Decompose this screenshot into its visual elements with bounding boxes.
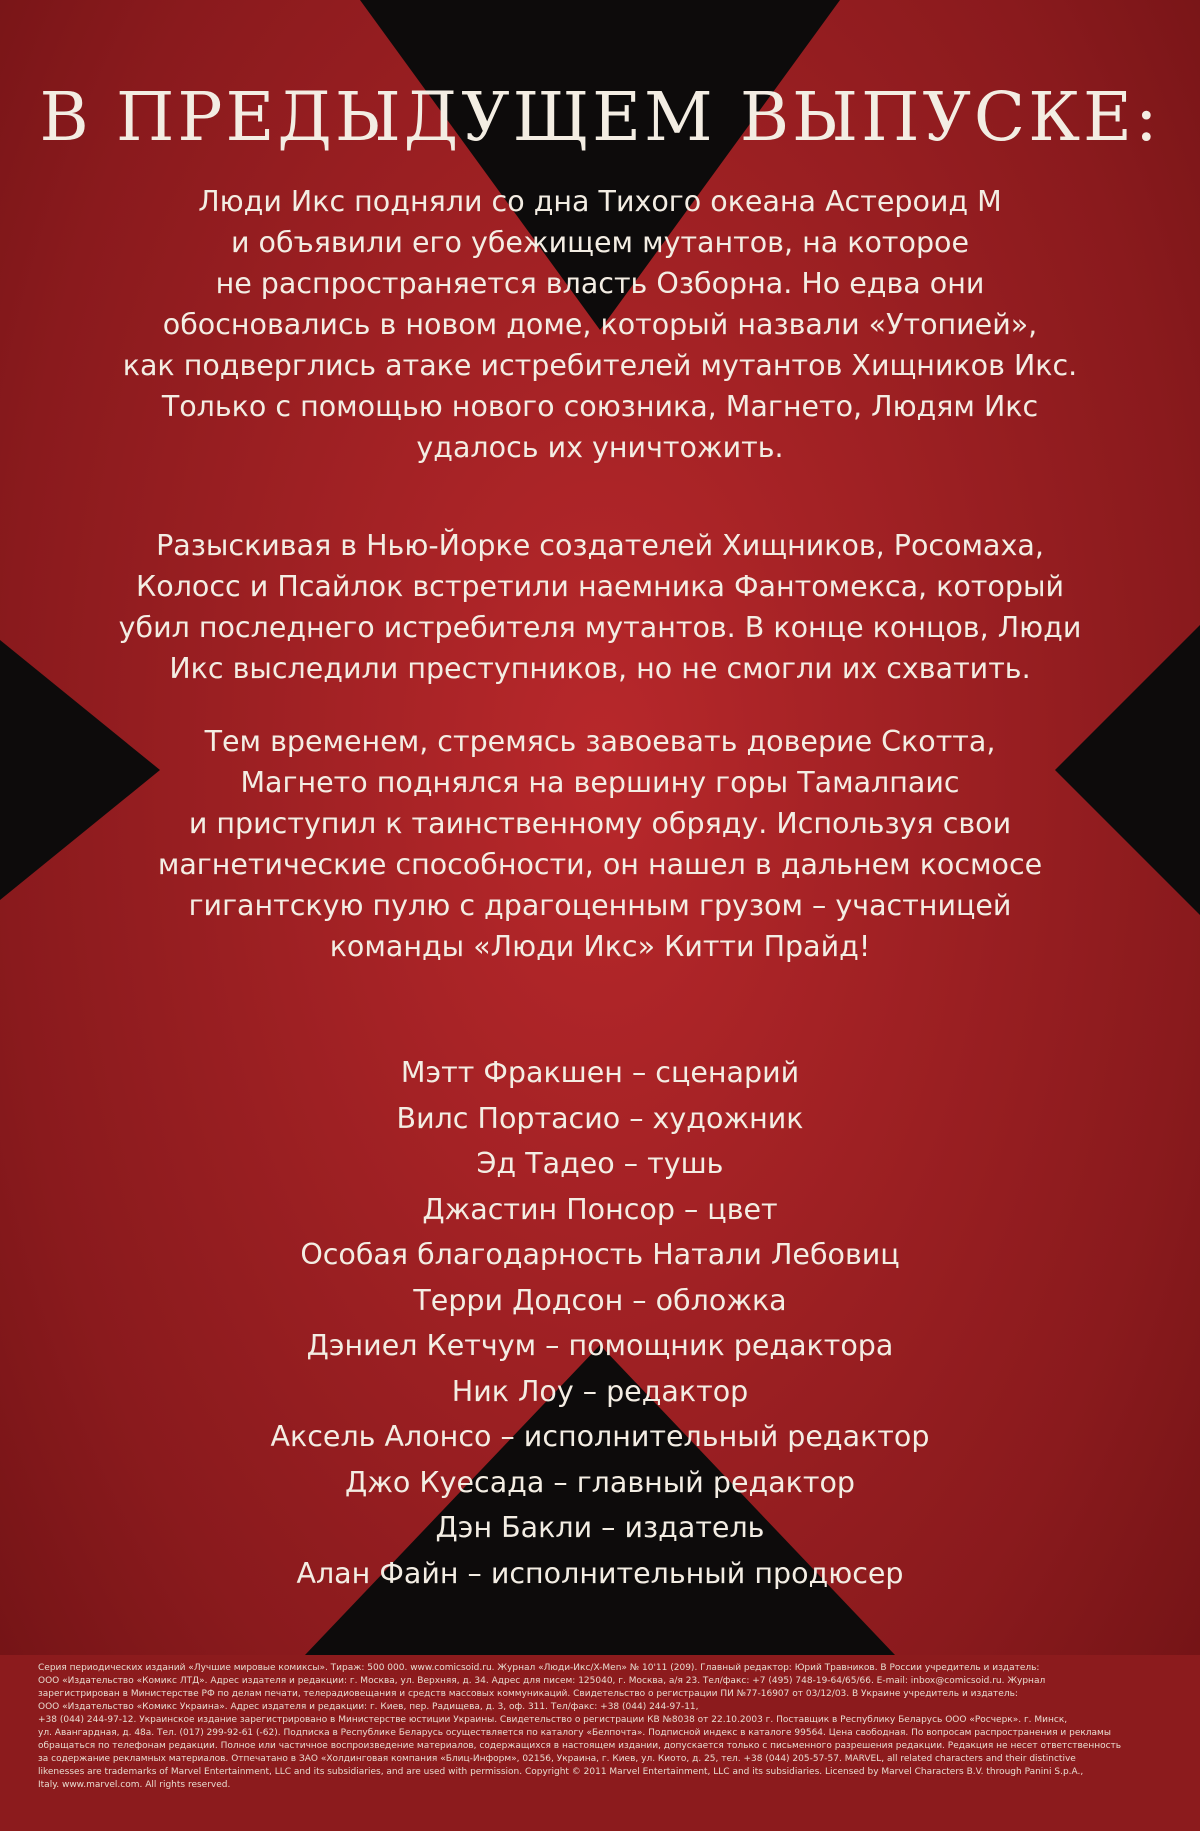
recap-line: обосновались в новом доме, который назвали «Утопией», [162, 308, 1038, 341]
recap-line: Магнето поднялся на вершину горы Тамалпаис [240, 766, 960, 799]
legal-imprint [38, 1662, 1162, 1792]
recap-paragraph-3 [60, 721, 1140, 967]
credit-item: Терри Додсон – обложка [413, 1283, 787, 1317]
imprint-line: Серия периодических изданий «Лучшие мировые комиксы». Тираж: 500 000. www.comicsoid.ru. Журнал «Люди-Икс/X-Men» № 10'11 (209). Главный редактор: Юрий Травников. В России учредитель и издатель: [38, 1663, 1040, 1673]
recap-line: магнетические способности, он нашел в дальнем космосе [157, 848, 1043, 881]
recap-line: Разыскивая в Нью-Йорке создателей Хищников, Росомаха, [156, 529, 1044, 562]
recap-paragraph-1 [60, 181, 1140, 468]
credit-item: Алан Файн – исполнительный продюсер [296, 1556, 904, 1590]
imprint-line: likenesses are trademarks of Marvel Entertainment, LLC and its subsidiaries, and are used with permission. Copyright © 2011 Marvel Entertainment, LLC and its subsidiaries. Licensed by Marvel Characters B.V. through Panini S.p.A., [38, 1767, 1084, 1777]
imprint-line: зарегистрирован в Министерстве РФ по делам печати, телерадиовещания и средств массовых коммуникаций. Свидетельство о регистрации ПИ №77-16907 от 03/12/03. В Украине учредитель и издатель: [38, 1689, 1018, 1699]
recap-line: убил последнего истребителя мутантов. В конце концов, Люди [118, 611, 1082, 644]
credit-item: Джастин Понсор – цвет [422, 1192, 778, 1226]
recap-line: и приступил к таинственному обряду. Используя свои [188, 807, 1012, 840]
recap-line: как подверглись атаке истребителей мутантов Хищников Икс. [122, 349, 1078, 382]
recap-line: Тем временем, стремясь завоевать доверие Скотта, [204, 725, 996, 758]
credit-item: Особая благодарность Натали Лебовиц [300, 1238, 900, 1271]
credits-list [0, 1050, 1200, 1596]
recap-line: Икс выследили преступников, но не смогли их схватить. [169, 652, 1031, 685]
imprint-line: ул. Авангардная, д. 48а. Тел. (017) 299-92-61 (-62). Подписка в Республике Беларусь осуществляется по каталогу «Белпочта». Подписной индекс в каталоге 99564. Цена свободная. По вопросам распространения и рекламы [38, 1728, 1111, 1738]
recap-line: Люди Икс подняли со дна Тихого океана Астероид М [198, 185, 1002, 218]
credit-item: Мэтт Фракшен – сценарий [400, 1056, 800, 1089]
credit-item: Дэниел Кетчум – помощник редактора [306, 1329, 894, 1362]
imprint-line: обращаться по телефонам редакции. Полное или частичное воспроизведение материалов, содержащихся в настоящем издании, допускается только с письменного разрешения редакции. Редакция не несет ответственность [38, 1741, 1122, 1751]
imprint-line: ООО «Издательство «Комикс Украина». Адрес издателя и редакции: г. Киев, пер. Радищева, д. 3, оф. 311. Тел/факс: +38 (044) 244-97-11, [38, 1702, 699, 1712]
recap-line: гигантскую пулю с драгоценным грузом – участницей [188, 889, 1012, 922]
credit-item: Вилс Портасио – художник [396, 1101, 804, 1135]
imprint-line: за содержание рекламных материалов. Отпечатано в ЗАО «Холдинговая компания «Блиц-Информ», 02156, Украина, г. Киев, ул. Киото, д. 25, тел. +38 (044) 205-57-57. MARVEL, all related characters and their distinctive [38, 1754, 1076, 1764]
recap-line: Только с помощью нового союзника, Магнето, Людям Икс [161, 390, 1039, 423]
imprint-line: Italy. www.marvel.com. All rights reserved. [38, 1780, 231, 1790]
imprint-line: ООО «Издательство «Комикс ЛТД». Адрес издателя и редакции: г. Москва, ул. Верхняя, д. 34. Адрес для писем: 125040, г. Москва, а/я 23. Тел/факс: +7 (495) 748-19-64/65/66. E-mail: inbox@comicsoid.ru. Журнал [38, 1676, 1046, 1686]
recap-paragraph-2 [60, 525, 1140, 689]
credit-item: Джо Куесада – главный редактор [344, 1465, 856, 1499]
recap-line: и объявили его убежищем мутантов, на которое [230, 226, 970, 259]
recap-line: не распространяется власть Озборна. Но едва они [215, 267, 985, 300]
recap-line: команды «Люди Икс» Китти Прайд! [329, 930, 871, 963]
imprint-line: +38 (044) 244-97-12. Украинское издание зарегистрировано в Министерстве юстиции Украины. Свидетельство о регистрации КВ №8038 от 22.10.2003 г. Поставщик в Республику Беларусь ООО «Росчерк». г. Минск, [38, 1715, 1068, 1725]
credit-item: Аксель Алонсо – исполнительный редактор [270, 1420, 930, 1453]
credit-item: Эд Тадео – тушь [476, 1147, 724, 1180]
recap-line: удалось их уничтожить. [416, 431, 784, 464]
page-title: В ПРЕДЫДУЩЕМ ВЫПУСКЕ: [39, 78, 1161, 156]
recap-line: Колосс и Псайлок встретили наемника Фантомекса, который [136, 570, 1064, 603]
credit-item: Дэн Бакли – издатель [435, 1511, 765, 1544]
credit-item: Ник Лоу – редактор [451, 1374, 749, 1408]
